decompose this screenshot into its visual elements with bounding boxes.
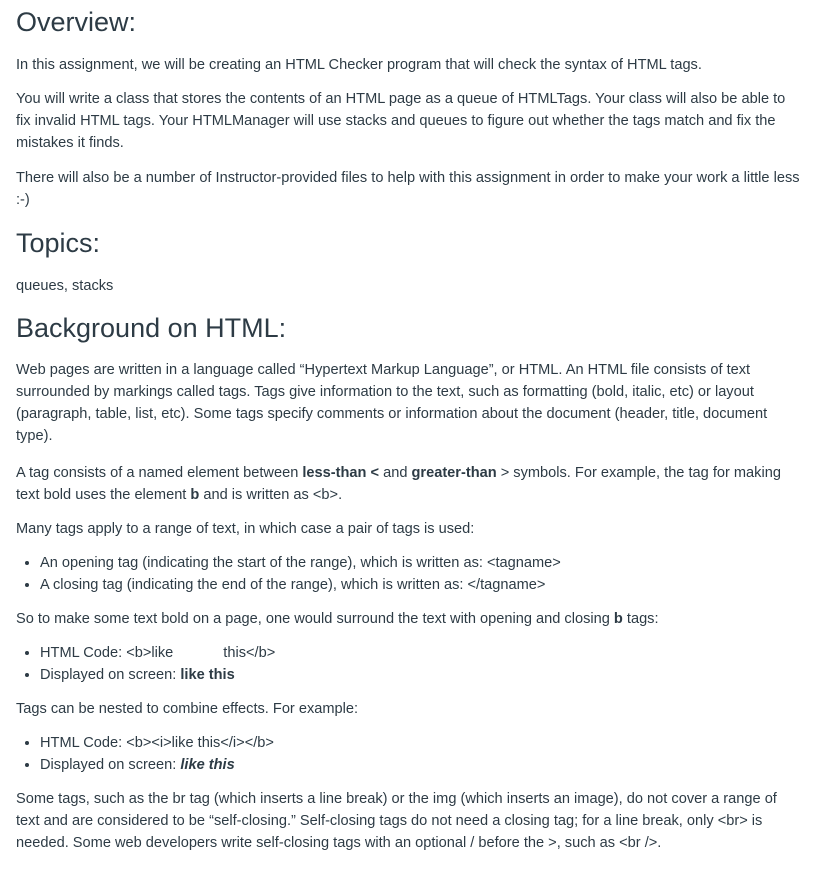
- topics-heading: Topics:: [16, 228, 101, 258]
- nested-example-list: [16, 732, 819, 776]
- bold-example-list: [16, 642, 819, 686]
- tag-types-list: [16, 552, 819, 596]
- list-item: [40, 754, 819, 776]
- display-label: Displayed on screen:: [40, 757, 181, 773]
- display-bold-italic-value: like this: [180, 757, 235, 773]
- background-paragraph-5: Tags can be nested to combine effects. For example:: [16, 701, 359, 717]
- p2-bold-b: b: [190, 487, 200, 503]
- list-item: • HTML Code: <b><i>like this</i></b>: [40, 732, 819, 754]
- p4-bold-b: b: [613, 611, 623, 627]
- background-paragraph-6: Some tags, such as the br tag (which inserts a line break) or the img (which inserts an image), do not cover a range of text and are considered to be “self-closing.” Self-closing tags do not need a closing tag; for a line break, only <br> is needed. Some web developers write self-closing tags with an optional / before the >, such as <br />.: [16, 791, 777, 851]
- background-paragraph-3: Many tags apply to a range of text, in which case a pair of tags is used:: [16, 521, 475, 537]
- background-paragraph-2: [16, 462, 803, 506]
- background-paragraph-4: [16, 608, 803, 630]
- overview-paragraph-2: You will write a class that stores the contents of an HTML page as a queue of HTMLTags. Your class will also be able to fix invalid HTML tags. Your HTMLManager will use stacks and queues to figure out whether the tags match and fix the mistakes it finds.: [16, 91, 786, 151]
- list-item: • An opening tag (indicating the start of the range), which is written as: <tagname>: [40, 552, 819, 574]
- p4-text-before: So to make some text bold on a page, one would surround the text with opening and closing: [16, 611, 614, 627]
- p2-bold-greater-than: greater-than: [411, 465, 497, 481]
- code-example-rest: this</b>: [223, 645, 276, 661]
- overview-paragraph-1: In this assignment, we will be creating an HTML Checker program that will check the syntax of HTML tags.: [16, 57, 702, 73]
- p2-text-after: and is written as <b>.: [199, 487, 343, 503]
- code-example-label: HTML Code: <b>like: [40, 645, 174, 661]
- overview-heading: Overview:: [16, 7, 137, 37]
- list-item: [40, 664, 819, 686]
- p2-text-mid2: > symbols. For example, the tag for making text bold uses the element: [16, 465, 781, 503]
- list-item: [40, 642, 819, 664]
- list-item: • A closing tag (indicating the end of the range), which is written as: </tagname>: [40, 574, 819, 596]
- overview-paragraph-3: There will also be a number of Instructor-provided files to help with this assignment in order to make your work a little less :-): [16, 170, 800, 208]
- p2-bold-less-than: less-than <: [302, 465, 380, 481]
- background-paragraph-1: Web pages are written in a language called “Hypertext Markup Language”, or HTML. An HTML file consists of text surrounded by markings called tags. Tags give information to the text, such as formatting (bold, italic, etc) or layout (paragraph, table, list, etc). Some tags specify comments or information about the document (header, title, document type).: [16, 362, 768, 444]
- topics-text: queues, stacks: [16, 278, 114, 294]
- display-label: Displayed on screen:: [40, 667, 181, 683]
- p2-text-mid1: and: [379, 465, 412, 481]
- display-bold-value: like this: [180, 667, 235, 683]
- p4-text-after: tags:: [622, 611, 659, 627]
- background-heading: Background on HTML:: [16, 313, 287, 343]
- p2-text-before: A tag consists of a named element between: [16, 465, 303, 481]
